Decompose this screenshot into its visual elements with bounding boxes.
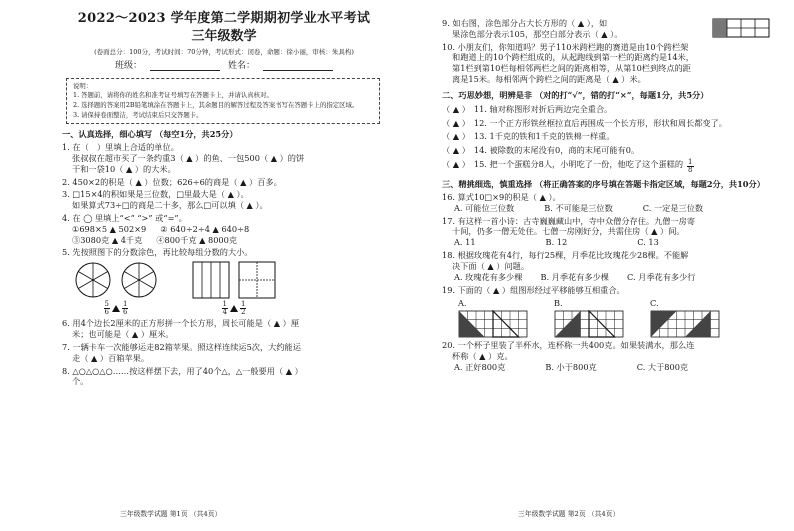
question-3-line: 如果算式73÷□的商是二十多，那么□可以填（ ▲ ）。: [72, 200, 268, 211]
question-16-options: [442, 203, 770, 214]
answer-marker-icon: [112, 305, 120, 312]
fraction: $\frac{1}{6}$: [123, 300, 128, 317]
question-5: 5. 先按照图下的分数涂色，再比较每组分数的大小。: [62, 247, 253, 258]
fraction: $\frac{1}{8}$: [688, 158, 693, 175]
true-false-item: （ ▲ ） 15. 把一个蛋糕分8人，小明吃了一份，他吃了这个蛋糕的 $\frac{1}{8}$: [442, 158, 693, 175]
exam-page-1: [0, 0, 394, 531]
page-footer: 三年级数学试题 第1页 （共4页）: [120, 510, 222, 519]
true-false-item: （ ▲ ） 11. 轴对称图形对折后两边完全重合。: [442, 103, 613, 114]
exam-meta: (卷面总分：100分，考试时间：70分钟，考试形式：闭卷，命题：徐小丽，审核：朱具构): [94, 48, 354, 57]
question-4-row: [62, 235, 386, 246]
square-quarters-figure: [192, 261, 230, 299]
grid-figure: [650, 310, 720, 338]
option: B. 月季花有多少棵: [540, 271, 609, 282]
question-16: 16. 算式10□×9的积是（ ▲ ）。: [442, 191, 561, 202]
class-label: 班级：: [114, 60, 142, 71]
question-9: 9. 如右图，涂色部分占大长方形的（ ▲ ），如: [442, 18, 608, 28]
name-label: 姓名：: [228, 60, 256, 71]
option: C. 大于800克: [636, 361, 689, 372]
notice-line: 2. 选择题的答案用2B铅笔填涂在答题卡上，其余题目的解答过程及答案书写在答题卡上的指定区域。: [73, 100, 359, 109]
grid-figure: [554, 310, 624, 338]
square-halves-figure: [238, 261, 276, 299]
exam-page-2: [400, 0, 794, 531]
question-20: 20. 一个杯子里装了半杯水，连杯称一共400克。如果装满水，那么连: [442, 340, 695, 351]
student-info: [62, 61, 386, 73]
option: A. 可能位三位数: [454, 202, 515, 213]
grid-option-b: B.: [554, 298, 624, 338]
fraction: $\frac{1}{2}$: [241, 300, 246, 317]
question-18-options: [442, 272, 770, 283]
question-19: 19. 下面的（ ▲ ）组图形经过平移能够互相重合。: [442, 284, 625, 295]
fraction: $\frac{5}{6}$: [104, 300, 109, 317]
question-10-line: 和跑道上的10个跨栏组成的，从起跑线到第一栏的距离约是14米，: [452, 52, 694, 63]
grid-figure: [458, 310, 528, 338]
option: A. 正好800克: [454, 361, 506, 372]
option: A. 11: [454, 237, 476, 248]
notice-box: [66, 78, 380, 124]
question-10: 10. 小朋友们，你知道吗？男子110米跨栏跑的赛道是由10个跨栏架: [442, 41, 689, 52]
option: B. 12: [545, 237, 568, 248]
question-10-line: 离是15米。每相邻两个跨栏之间的距离是（ ▲ ）米。: [452, 74, 646, 85]
question-6: 6. 用4个边长2厘米的正方形拼一个长方形，周长可能是（ ▲ ）厘: [62, 318, 300, 329]
answer-marker-icon: [230, 305, 238, 312]
true-false-item: （ ▲ ） 13. 1千克的铁和1千克的铁棉一样重。: [442, 131, 615, 142]
question-19-options: [458, 298, 770, 338]
question-8-line: 个。: [72, 376, 89, 387]
question-17-line: 十间，仍多一僧无处住。七僧一房刚好分，共需住房（ ▲ ）间。: [452, 226, 685, 237]
notice-title: 说明：: [73, 81, 93, 90]
compare-item: ③3080克 ▲ 4千克: [72, 234, 143, 245]
grid-option-a: A.: [458, 298, 528, 338]
circle-sixths-figure: [74, 261, 112, 299]
question-18-line: 决下面（ ▲ ）问题。: [452, 260, 530, 271]
question-2: 2. 450×2的积是（ ▲ ）位数；626÷6的商是（ ▲ ）百多。: [62, 176, 282, 187]
true-false-item: （ ▲ ） 14. 被除数的末尾没有0，商的末尾可能有0。: [442, 145, 640, 156]
true-false-item: （ ▲ ） 12. 一个正方形铁丝框拉直后再围成一个长方形，形状和周长都变了。: [442, 117, 727, 128]
compare-item: ② 640÷2÷4 ▲ 640÷8: [160, 223, 250, 234]
fraction-group-1: [74, 261, 158, 316]
option: B. 小于800克: [545, 361, 597, 372]
fraction-figures: [74, 261, 386, 316]
fraction-group-2: [192, 261, 276, 316]
fraction: $\frac{1}{4}$: [222, 300, 227, 317]
exam-title: 2022～2023 学年度第二学期期初学业水平考试: [77, 11, 371, 26]
question-10-line: 第1栏到第10栏每相邻两栏之间的距离相等，从第10栏到终点的距: [452, 63, 691, 74]
question-20-options: [442, 362, 770, 373]
fraction-compare: [222, 301, 247, 316]
compare-item: ④800千克 ▲ 8000克: [156, 234, 238, 245]
question-7-line: 走（ ▲ ）百箱苹果。: [72, 352, 150, 363]
section-2-title: 二、巧思妙想，明辨是非 （对的打“√”，错的打“×”，每题1分，共5分）: [442, 89, 709, 100]
page-footer: 三年级数学试题 第2页 （共4页）: [518, 510, 620, 519]
notice-line: 1. 答题前，请将你的姓名和准考证号填写在答题卡上，并请认真核对。: [73, 91, 273, 100]
exam-subtitle: 三年级数学: [191, 29, 257, 45]
question-3: 3. □15×4的积如果是三位数，□里最大是（ ▲ ）。: [62, 189, 249, 200]
circle-sixths-figure: [120, 261, 158, 299]
question-9-line: 果涂色部分表示105，那空白部分表示（ ▲ ）。: [452, 28, 623, 39]
name-field: [263, 61, 333, 71]
question-1-line: 干和一袋10（ ▲ ）的大米。: [72, 163, 176, 174]
option: C. 月季花有多少行: [626, 271, 696, 282]
fraction-compare: [104, 301, 129, 316]
compare-item: ①698×5 ▲ 502×9: [72, 223, 147, 234]
question-4-row: [62, 224, 386, 235]
section-3-title: 三、精挑细选，慎重选择 （将正确答案的序号填在答题卡指定区域，每题2分，共10分）: [442, 179, 765, 190]
question-20-line: 杯称（ ▲ ）克。: [452, 351, 513, 362]
option: B. 不可能是三位数: [544, 202, 613, 213]
section-1-title: 一、认真选择，细心填写 （每空1分，共25分）: [62, 129, 238, 140]
shaded-rectangle-figure: [712, 18, 770, 38]
question-6-line: 米；也可能是（ ▲ ）厘米。: [72, 329, 174, 340]
grid-option-c: C.: [650, 298, 720, 338]
question-18: 18. 根据玫瑰花有4行，每行25棵，月季花比玫瑰花少28棵。不能解: [442, 250, 689, 261]
question-7: 7. 一辆卡车一次能够运走82箱苹果。照这样连续运5次，大约能运: [62, 341, 301, 352]
class-field: [150, 61, 220, 71]
question-1: 1. 在（ ）里填上合适的单位。: [62, 142, 179, 153]
question-4: 4. 在 ◯ 里填上“<” “>” 或“=”。: [62, 213, 187, 223]
question-1-line: 张叔叔在超市买了一条约重3（ ▲ ）的鱼、一包500（ ▲ ）的饼: [72, 152, 305, 163]
question-8: 8. △○△○△○……按这样摆下去，用了40个△，△一般要用（ ▲ ）: [62, 365, 303, 376]
notice-line: 3. 请保持卷面整洁，考试结束后只交答题卡。: [73, 110, 203, 119]
option: A. 玫瑰花有多少棵: [454, 271, 523, 282]
question-17-options: [442, 237, 770, 248]
question-17: 17. 有这样一首小诗：古寺巍巍藏山中，寺中众僧分存住。九僧一房寄: [442, 215, 696, 226]
option: C. 一定是三位数: [642, 202, 704, 213]
option: C. 13: [637, 237, 659, 248]
